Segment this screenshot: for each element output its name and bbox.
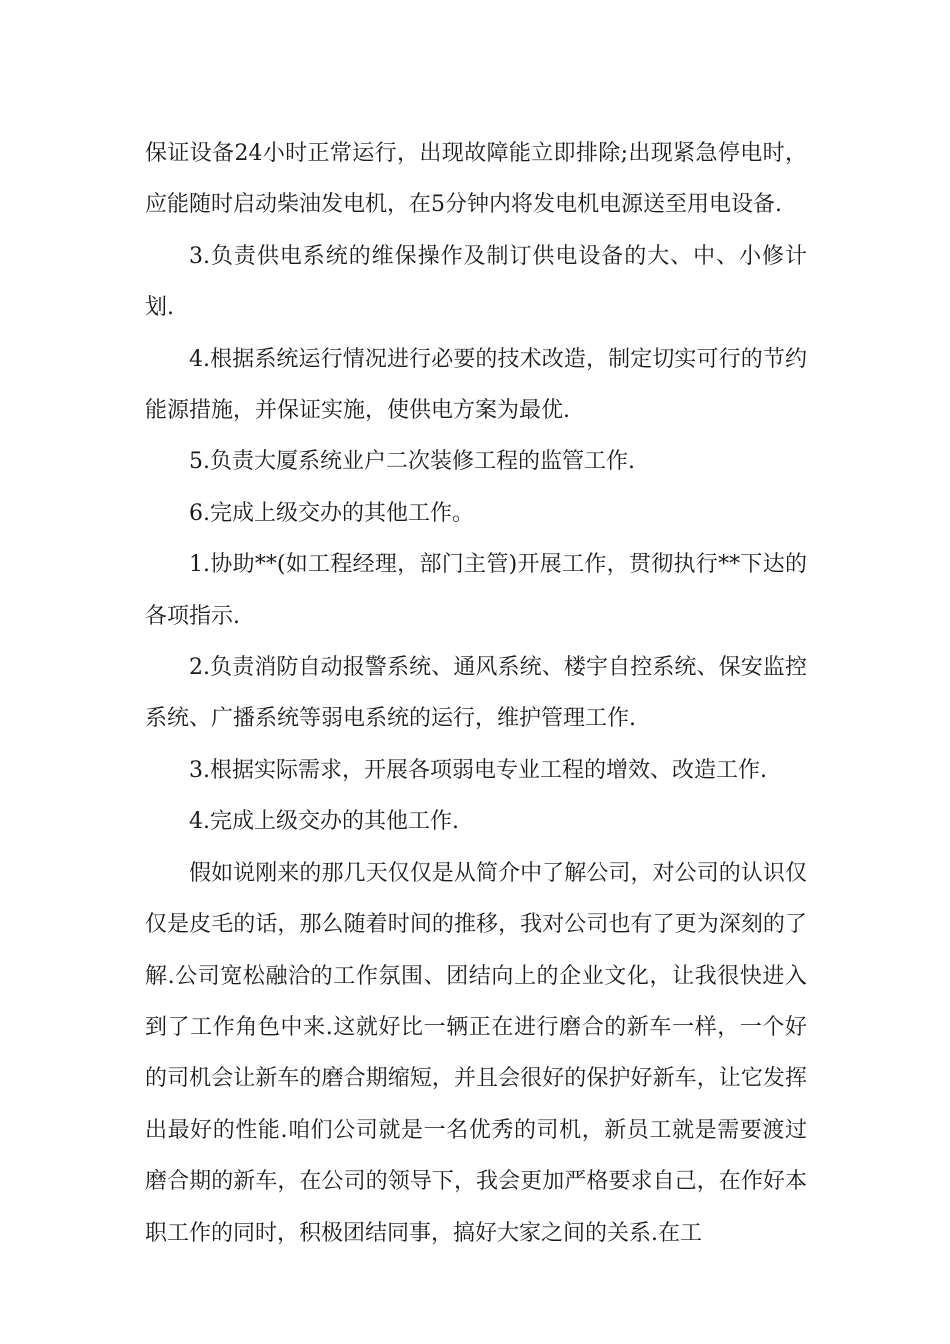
paragraph-item-6-other-tasks: 6.完成上级交办的其他工作。	[189, 500, 474, 526]
paragraph-item-3-improvement: 3.根据实际需求，开展各项弱电专业工程的增效、改造工作.	[189, 757, 767, 783]
paragraph-item-4-other-tasks: 4.完成上级交办的其他工作.	[189, 809, 459, 835]
paragraph-continuation: 保证设备24小时正常运行，出现故障能立即排除;出现紧急停电时，应能随时启动柴油发电机，在5分钟内将发电机电源送至用电设备.	[145, 141, 807, 218]
paragraph-item-3-power-maintenance: 3.负责供电系统的维保操作及制订供电设备的大、中、小修计划.	[145, 243, 807, 321]
document-body	[145, 128, 807, 1259]
paragraph-reflection: 假如说刚来的那几天仅仅是从简介中了解公司，对公司的认识仅仅是皮毛的话，那么随着时间的推移，我对公司也有了更为深刻的了解.公司宽松融洽的工作氛围、团结向上的企业文化，让我很快进入到了工作角色中来.这就好比一辆正在进行磨合的新车一样，一个好的司机会让新车的磨合期缩短，并且会很好的保护好新车，让它发挥出最好的性能.咱们公司就是一名优秀的司机，新员工就是需要渡过磨合期的新车，在公司的领导下，我会更加严格要求自己，在作好本职工作的同时，积极团结同事，搞好大家之间的关系.在工	[145, 860, 807, 1246]
paragraph-item-4-technical-upgrade: 4.根据系统运行情况进行必要的技术改造，制定切实可行的节约能源措施，并保证实施，使供电方案为最优.	[145, 346, 807, 424]
paragraph-item-2-weak-current-systems: 2.负责消防自动报警系统、通风系统、楼宇自控系统、保安监控系统、广播系统等弱电系统的运行，维护管理工作.	[145, 655, 807, 732]
paragraph-item-1-assist: 1.协助**(如工程经理，部门主管)开展工作，贯彻执行**下达的各项指示.	[145, 552, 807, 629]
paragraph-item-5-renovation-supervision: 5.负责大厦系统业户二次装修工程的监管工作.	[189, 449, 635, 475]
